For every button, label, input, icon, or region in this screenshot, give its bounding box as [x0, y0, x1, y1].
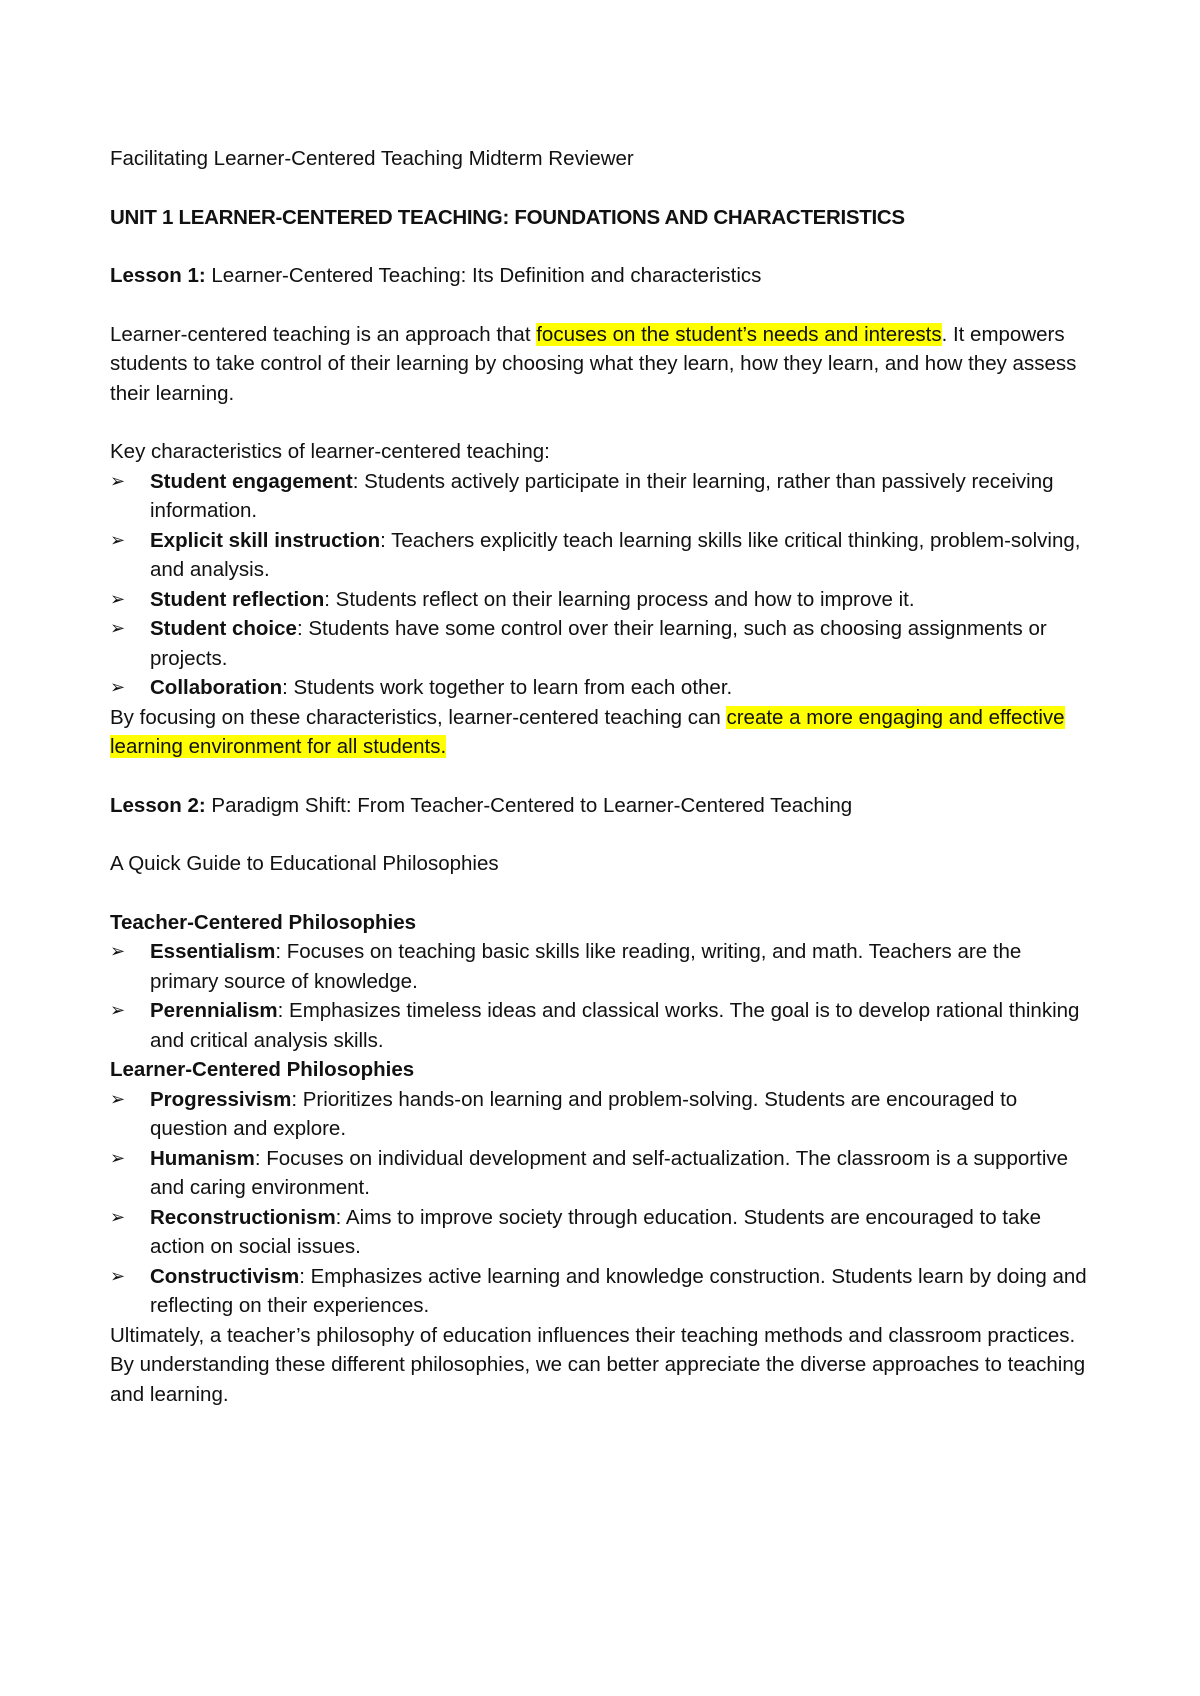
intro-highlight: focuses on the student’s needs and interests	[536, 322, 942, 346]
lesson-2-label: Lesson 2:	[110, 793, 206, 817]
list-item	[110, 585, 1095, 615]
item-description: : Prioritizes hands-on learning and problem-solving. Students are encouraged to question and explore.	[150, 1087, 1018, 1140]
list-item	[110, 1262, 1095, 1321]
list-item	[110, 526, 1095, 585]
document-title: Facilitating Learner-Centered Teaching Midterm Reviewer	[110, 147, 634, 170]
list-item	[110, 1144, 1095, 1203]
lesson-2-title: Paradigm Shift: From Teacher-Centered to Learner-Centered Teaching	[205, 793, 853, 817]
arrow-bullet-icon: ➢	[110, 677, 126, 697]
item-term: Perennialism	[150, 999, 278, 1022]
list-item	[110, 996, 1095, 1055]
focus-text-before: By focusing on these characteristics, learner-centered teaching can	[110, 705, 727, 729]
item-description: : Focuses on individual development and self-actualization. The classroom is a supportive and caring environment.	[150, 1146, 1069, 1199]
lesson-2-heading	[110, 791, 1095, 821]
guide-title: A Quick Guide to Educational Philosophies	[110, 852, 499, 875]
document-page	[110, 144, 1095, 1438]
item-term: Student choice	[150, 617, 297, 640]
list-item	[110, 1203, 1095, 1262]
item-description: : Emphasizes active learning and knowledge construction. Students learn by doing and reflecting on their experiences.	[150, 1264, 1087, 1317]
list-item	[110, 614, 1095, 673]
list-item	[110, 937, 1095, 996]
arrow-bullet-icon: ➢	[110, 1265, 126, 1286]
arrow-bullet-icon: ➢	[110, 470, 126, 491]
key-characteristics-heading: Key characteristics of learner-centered teaching:	[110, 440, 550, 463]
arrow-bullet-icon: ➢	[110, 1206, 126, 1227]
item-term: Constructivism	[150, 1264, 300, 1288]
intro-text-after: . It empowers students to take control of their learning by choosing what they learn, how they learn, and how they assess their learning.	[110, 322, 1077, 405]
item-description: : Students have some control over their learning, such as choosing assignments or projects.	[150, 617, 1047, 670]
focus-paragraph	[110, 703, 1095, 762]
item-term: Collaboration	[150, 676, 283, 699]
lesson-1-title: Learner-Centered Teaching: Its Definition and characteristics	[205, 264, 762, 287]
list-item	[110, 467, 1095, 526]
arrow-bullet-icon: ➢	[110, 529, 126, 550]
arrow-bullet-icon: ➢	[110, 1147, 126, 1168]
unit-heading: UNIT 1 LEARNER-CENTERED TEACHING: FOUNDATIONS AND CHARACTERISTICS	[110, 205, 905, 229]
item-description: : Focuses on teaching basic skills like reading, writing, and math. Teachers are the primary source of knowledge.	[150, 940, 1022, 993]
learner-centered-heading: Learner-Centered Philosophies	[110, 1058, 415, 1081]
conclusion-paragraph: Ultimately, a teacher’s philosophy of education influences their teaching methods and classroom practices. By understanding these different philosophies, we can better appreciate the diverse approaches to teaching and learning.	[110, 1323, 1086, 1406]
list-item	[110, 1085, 1095, 1144]
item-term: Essentialism	[150, 940, 276, 963]
arrow-bullet-icon: ➢	[110, 588, 126, 609]
arrow-bullet-icon: ➢	[110, 618, 126, 638]
lesson-1-label: Lesson 1:	[110, 264, 206, 287]
item-description: : Students reflect on their learning process and how to improve it.	[324, 587, 915, 611]
item-term: Student reflection	[150, 587, 325, 611]
item-description: : Teachers explicitly teach learning skills like critical thinking, problem-solving, and analysis.	[150, 528, 1081, 581]
list-item	[110, 673, 1095, 703]
item-description: : Aims to improve society through education. Students are encouraged to take action on social issues.	[150, 1205, 1042, 1258]
item-term: Progressivism	[150, 1087, 292, 1111]
item-term: Reconstructionism	[150, 1205, 336, 1229]
item-term: Student engagement	[150, 469, 353, 493]
intro-paragraph	[110, 320, 1095, 409]
item-term: Humanism	[150, 1146, 255, 1170]
intro-text-before: Learner-centered teaching is an approach that	[110, 322, 537, 346]
arrow-bullet-icon: ➢	[110, 1088, 126, 1109]
lesson-1-heading	[110, 261, 1095, 291]
arrow-bullet-icon: ➢	[110, 1000, 126, 1020]
focus-highlight: create a more engaging and effective learning environment for all students.	[110, 705, 1065, 758]
item-description: : Emphasizes timeless ideas and classical works. The goal is to develop rational thinking and critical analysis skills.	[150, 999, 1080, 1052]
item-term: Explicit skill instruction	[150, 528, 381, 552]
arrow-bullet-icon: ➢	[110, 941, 126, 961]
teacher-centered-heading: Teacher-Centered Philosophies	[110, 910, 417, 934]
key-characteristics-list	[110, 467, 1095, 703]
item-description: : Students actively participate in their learning, rather than passively receiving information.	[150, 469, 1054, 522]
learner-centered-list	[110, 1085, 1095, 1321]
teacher-centered-list	[110, 937, 1095, 1055]
item-description: : Students work together to learn from each other.	[282, 676, 733, 699]
